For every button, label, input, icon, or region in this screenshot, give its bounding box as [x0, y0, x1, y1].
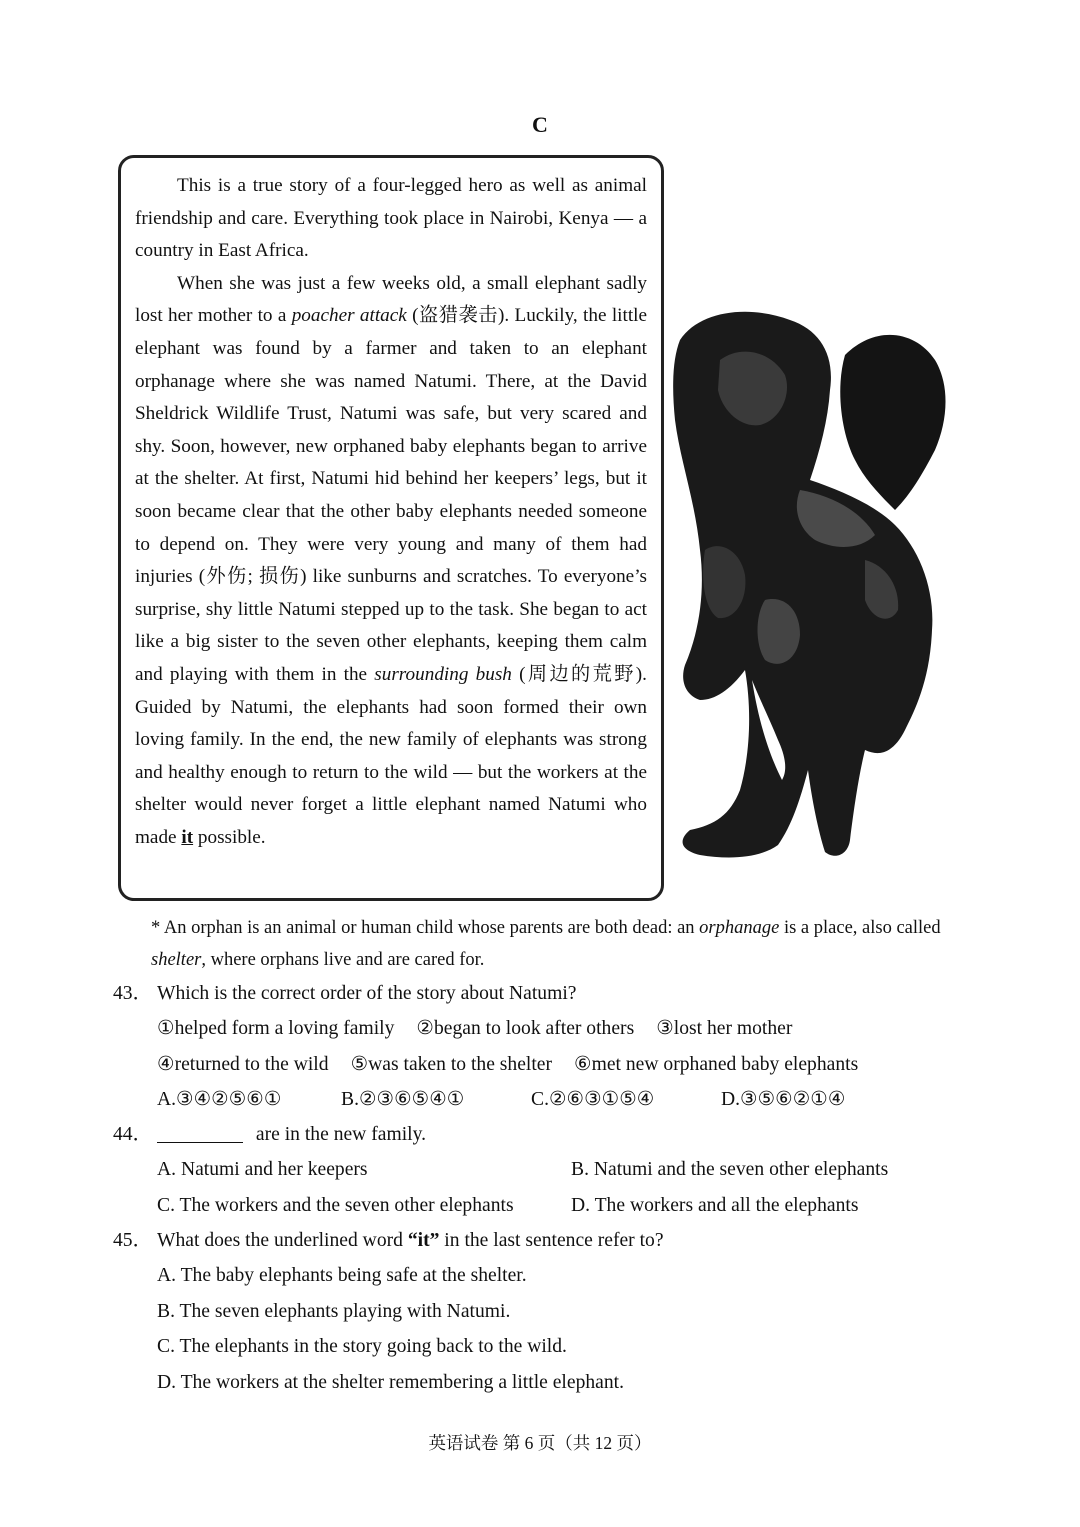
question-stem: What does the underlined word “it” in the last sentence refer to? — [157, 1230, 664, 1251]
question-number: 44． — [113, 1124, 153, 1145]
reading-passage — [118, 155, 664, 901]
option-a[interactable]: A. Natumi and her keepers — [157, 1159, 368, 1181]
event-item: ①helped form a loving family — [157, 1018, 395, 1040]
event-item: ③lost her mother — [656, 1018, 793, 1040]
option-c[interactable]: C. The elephants in the story going back to the wild. — [157, 1336, 567, 1358]
page-footer: 英语试卷 第 6 页（共 12 页） — [428, 1433, 652, 1453]
question-44 — [113, 1117, 973, 1223]
option-b[interactable]: B.②③⑥⑤④① — [341, 1089, 465, 1111]
elephant-illustration — [660, 300, 950, 870]
question-number: 43． — [113, 983, 153, 1004]
event-item: ⑥met new orphaned baby elephants — [574, 1053, 859, 1075]
question-number: 45． — [113, 1230, 153, 1251]
option-c[interactable]: C.②⑥③①⑤④ — [531, 1089, 655, 1111]
option-b[interactable]: B. Natumi and the seven other elephants — [571, 1159, 889, 1181]
section-heading: C — [532, 112, 548, 137]
quoted-word: “it” — [407, 1230, 440, 1251]
option-a[interactable]: A. The baby elephants being safe at the shelter. — [157, 1265, 527, 1287]
question-45 — [113, 1223, 973, 1400]
question-43 — [113, 976, 973, 1118]
term-orphanage: orphanage — [699, 918, 780, 938]
question-stem: are in the new family. — [251, 1124, 427, 1145]
term-surrounding-bush: surrounding bush — [374, 663, 512, 685]
option-c[interactable]: C. The workers and the seven other elephants — [157, 1194, 514, 1216]
option-b[interactable]: B. The seven elephants playing with Natumi. — [157, 1300, 511, 1322]
option-d[interactable]: D. The workers and all the elephants — [571, 1194, 859, 1216]
event-item: ②began to look after others — [416, 1018, 635, 1040]
passage-paragraph-1: This is a true story of a four-legged hero as well as animal friendship and care. Everything took place in Nairobi, Kenya — a country in East Africa. — [135, 175, 647, 262]
passage-paragraph-2: When she was just a few weeks old, a small elephant sadly lost her mother to a poacher attack (盗猎袭击). Luckily, the little elephant was found by a farmer and taken to an elephant orphanage where she was named Natumi. There, at the David Sheldrick Wildlife Trust, Natumi was safe, but very scared and shy. Soon, however, new orphaned baby elephants began to arrive at the shelter. At first, Natumi hid behind her keepers’ legs, but it soon became clear that the other baby elephants needed someone to depend on. They were very young and many of them had injuries (外伤; 损伤) like sunburns and scratches. To everyone’s surprise, shy little Natumi stepped up to the task. She began to act like a big sister to the seven other elephants, keeping them calm and playing with them in the surrounding bush (周边的荒野). Guided by Natumi, the elephants had soon formed their own loving family. In the end, the new family of elephants was strong and healthy enough to return to the wild — but the workers at the shelter would never forget a little elephant named Natumi who made it possible. — [135, 272, 647, 848]
term-shelter: shelter — [151, 950, 202, 970]
event-item: ④returned to the wild — [157, 1053, 329, 1075]
question-stem: Which is the correct order of the story about Natumi? — [157, 983, 577, 1004]
answer-blank[interactable] — [157, 1122, 243, 1143]
underlined-it: it — [181, 826, 194, 848]
option-a[interactable]: A.③④②⑤⑥① — [157, 1089, 282, 1111]
option-d[interactable]: D. The workers at the shelter remembering a little elephant. — [157, 1371, 624, 1393]
footnote: * An orphan is an animal or human child whose parents are both dead: an orphanage is a place, also called shelter, where orphans live and are cared for. — [151, 918, 941, 970]
term-poacher-attack: poacher attack — [291, 305, 407, 327]
option-d[interactable]: D.③⑤⑥②①④ — [721, 1089, 846, 1111]
event-item: ⑤was taken to the shelter — [350, 1053, 553, 1075]
